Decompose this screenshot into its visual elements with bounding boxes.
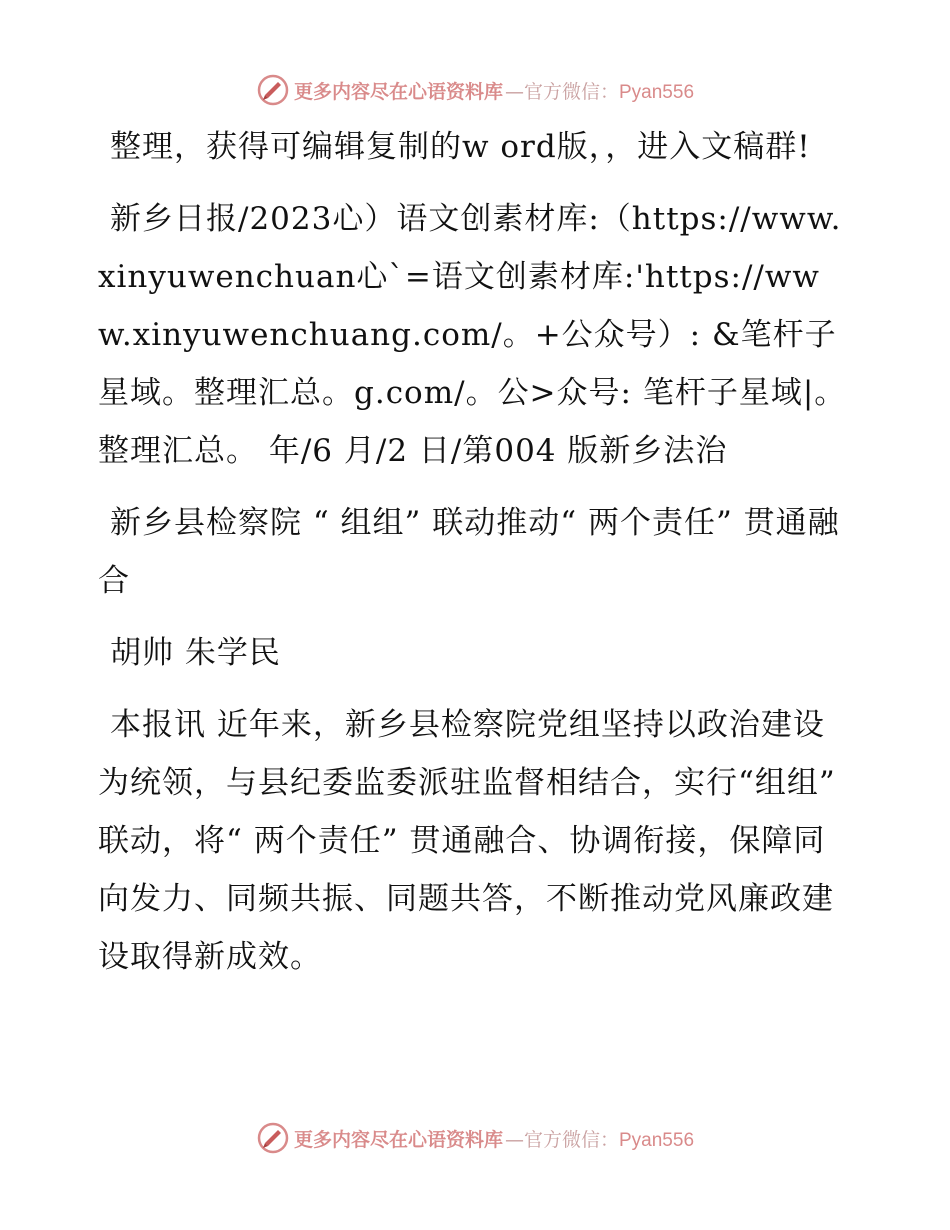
brand-logo-icon bbox=[256, 1121, 290, 1155]
banner-text bbox=[294, 1125, 694, 1152]
document-body bbox=[98, 118, 850, 1000]
banner-official-label: —官方微信： bbox=[504, 80, 619, 103]
banner-slogan: 更多内容尽在心语资料库 bbox=[293, 1128, 503, 1151]
header-banner bbox=[0, 70, 950, 110]
banner-text bbox=[294, 77, 694, 104]
source-paragraph: 新乡日报/2023心）语文创素材库:（https://www.xinyuwenchuan心`=语文创素材库:'https://www.xinyuwenchuang.com/。+公众号）: &笔杆子星域。整理汇总。g.com/。公>众号: 笔杆子星域|。整理汇总。 年/6 月/2 日/第004 版新乡法治 bbox=[98, 201, 847, 469]
banner-slogan: 更多内容尽在心语资料库 bbox=[293, 80, 503, 103]
intro-paragraph: 整理，获得可编辑复制的w ord版，，进入文稿群! bbox=[110, 129, 811, 165]
footer-banner bbox=[0, 1118, 950, 1158]
banner-official-label: —官方微信： bbox=[504, 1128, 619, 1151]
banner-wechat-id: Pyan556 bbox=[619, 1129, 695, 1151]
article-authors: 胡帅 朱学民 bbox=[110, 635, 281, 671]
brand-logo-icon bbox=[256, 73, 290, 107]
article-title: 新乡县检察院 “ 组组” 联动推动“ 两个责任” 贯通融合 bbox=[98, 505, 840, 599]
article-body-paragraph: 本报讯 近年来，新乡县检察院党组坚持以政治建设为统领，与县纪委监委派驻监督相结合，实行“组组” 联动，将“ 两个责任” 贯通融合、协调衔接，保障同向发力、同频共振、同题共答，不断推动党风廉政建设取得新成效。 bbox=[98, 707, 836, 975]
banner-wechat-id: Pyan556 bbox=[619, 81, 695, 103]
